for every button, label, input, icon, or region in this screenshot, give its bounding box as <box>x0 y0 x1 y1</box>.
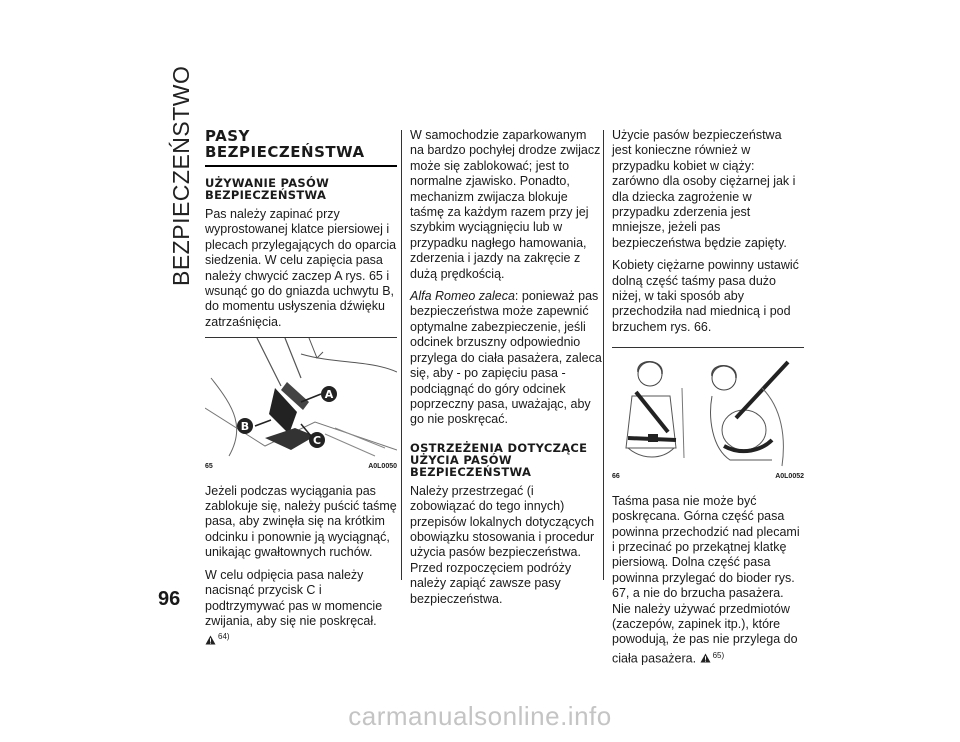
paragraph-text: Taśma pasa nie może być poskręcana. Górna część pasa powinna przechodzić nad plecami i przecinać po przekątnej klatkę piersiową. Dolna część pasa powinna przylegać do bioder rys. 67, a nie do brzucha pasażera. Nie należy używać przedmiotów (zaczepów, zapinek itp.), które powodują, że pas nie przylega do ciała pasażera. <box>612 493 800 666</box>
column-1 <box>205 128 397 655</box>
callout-c: C <box>312 434 322 448</box>
seatbelt-buckle-illustration <box>205 338 397 458</box>
paragraph-with-warning <box>612 494 804 667</box>
subsection-title: UŻYWANIE PASÓW BEZPIECZEŃSTWA <box>205 176 330 202</box>
figure-number: 66 <box>612 473 620 481</box>
watermark: carmanualsonline.info <box>348 701 612 731</box>
paragraph-with-warning <box>205 568 397 648</box>
figure-code: A0L0050 <box>368 463 397 471</box>
paragraph: W samochodzie zaparkowanym na bardzo pochyłej drodze zwijacz może się zablokować; jest to normalne zjawisko. Ponadto, mechanizm zwijacza blokuje taśmę za każdym razem przy jej szybkim wyciągnięciu lub w przypadku nagłego hamowania, zderzenia i jazdy na zakręcie z dużą prędkością. <box>410 128 601 281</box>
recommendation-paragraph <box>410 289 602 428</box>
page-number: 96 <box>158 588 181 610</box>
warning-triangle-icon <box>700 653 711 663</box>
paragraph: Kobiety ciężarne powinny ustawić dolną część taśmy pasa dużo niżej, w taki sposób aby przechodziła nad miednicą i pod brzuchem rys. 66. <box>612 258 799 334</box>
paragraph: Pas należy zapinać przy wyprostowanej klatce piersiowej i plecach przylegających do oparcia siedzenia. W celu zapięcia pasa należy chwycić zaczep A rys. 65 i wsunąć go do gniazda uchwytu B, do momentu usłyszenia dźwięku zatrzaśnięcia. <box>205 207 397 329</box>
section-title: PASY BEZPIECZEŃSTWA <box>205 128 397 167</box>
subsection-title: OSTRZEŻENIA DOTYCZĄCE UŻYCIA PASÓW BEZPIECZEŃSTWA <box>410 440 588 479</box>
paragraph: Użycie pasów bezpieczeństwa jest konieczne również w przypadku kobiet w ciąży: zarówno dla osoby ciężarnej jak i dla dziecka zagrożenie w przypadku zderzenia jest mniejsze, jeżeli pas bezpieczeństwa będzie zapięty. <box>612 128 796 250</box>
column-divider <box>603 130 604 580</box>
warning-ref-number: 65) <box>712 650 725 660</box>
callout-b: B <box>240 420 250 434</box>
figure-number: 65 <box>205 463 213 471</box>
column-2 <box>410 128 602 614</box>
figure-66 <box>612 347 804 484</box>
section-side-title: BEZPIECZEŃSTWO <box>168 65 194 286</box>
paragraph: Jeżeli podczas wyciągania pas zablokuje się, należy puścić taśmę pasa, aby zwinęła się na krótkim odcinku i ponownie ją wyciągnąć, unikając gwałtownych ruchów. <box>205 483 397 560</box>
paragraph-text: : ponieważ pas bezpieczeństwa może zapewnić optymalne zabezpieczenie, jeśli odcinek brzuszny odpowiednio przylega do ciała pasażera, zaleca się, aby - po zapięciu pasa - podciągnąć do góry odcinek poprzeczny pasa, uważając, aby go nie poskręcać. <box>410 289 602 427</box>
warning-reference <box>700 648 725 663</box>
figure-code: A0L0052 <box>775 473 804 481</box>
warning-reference <box>205 629 230 644</box>
column-3 <box>612 128 804 674</box>
callout-a: A <box>324 388 334 402</box>
paragraph-text: W celu odpięcia pasa należy nacisnąć przycisk C i podtrzymywać pas w momencie zwijania, aby się nie poskręcał. <box>205 567 383 628</box>
column-divider <box>401 130 402 580</box>
brand-recommendation: Alfa Romeo zaleca <box>410 289 515 304</box>
pregnant-woman-seatbelt-illustration <box>612 348 804 468</box>
figure-65 <box>205 337 397 474</box>
warning-ref-number: 64) <box>218 632 230 642</box>
warning-triangle-icon <box>205 635 216 645</box>
paragraph: Należy przestrzegać (i zobowiązać do tego innych) przepisów lokalnych dotyczących obowiązku stosowania i procedur użycia pasów bezpieczeństwa. Przed rozpoczęciem podróży należy zapiąć zawsze pasy bezpieczeństwa. <box>410 483 595 606</box>
